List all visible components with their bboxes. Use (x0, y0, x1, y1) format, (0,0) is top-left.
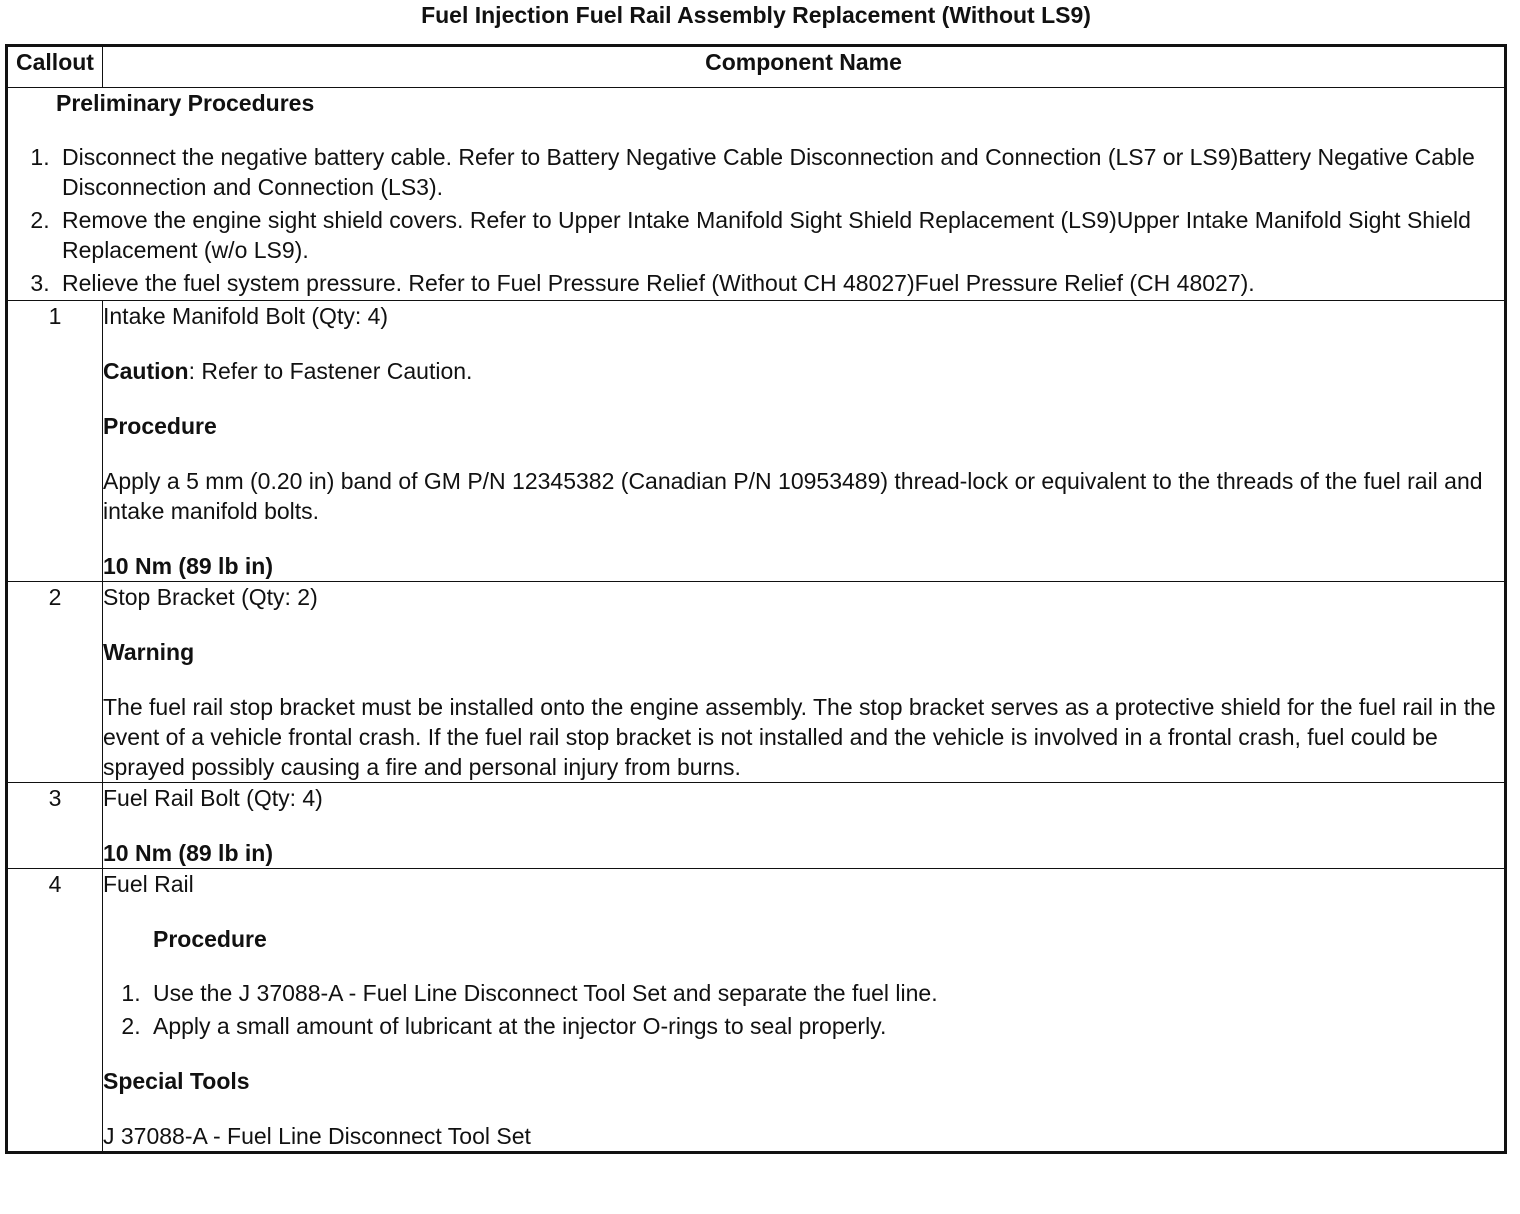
procedure-heading: Procedure (103, 413, 217, 439)
torque-spec: 10 Nm (89 lb in) (103, 840, 273, 866)
table-row (7, 582, 1506, 783)
caution-text: : Refer to Fastener Caution. (188, 358, 473, 384)
procedure-text: Apply a 5 mm (0.20 in) band of GM P/N 12345382 (Canadian P/N 10953489) thread-lock or equivalent to the threads of the fuel rail and intake manifold bolts. (103, 468, 1483, 524)
callout-number: 2 (7, 582, 103, 783)
special-tool: J 37088-A - Fuel Line Disconnect Tool Set (103, 1123, 531, 1149)
preliminary-step: 3. Relieve the fuel system pressure. Refer to Fuel Pressure Relief (Without CH 48027)Fuel Pressure Relief (CH 48027). (56, 268, 1504, 298)
component-name: Stop Bracket (Qty: 2) (103, 584, 318, 610)
caution-label: Caution (103, 358, 189, 384)
table-row (7, 869, 1506, 1153)
component-name-column-header: Component Name (103, 46, 1506, 88)
preliminary-step: 2. Remove the engine sight shield covers. Refer to Upper Intake Manifold Sight Shield Replacement (LS9)Upper Intake Manifold Sight Shield Replacement (w/o LS9). (56, 205, 1504, 265)
callout-number: 4 (7, 869, 103, 1153)
component-name: Fuel Rail Bolt (Qty: 4) (103, 785, 323, 811)
preliminary-heading: Preliminary Procedures (56, 90, 315, 116)
torque-spec: 10 Nm (89 lb in) (103, 553, 273, 579)
caution-note (103, 356, 1504, 386)
procedure-step: 1. Use the J 37088-A - Fuel Line Disconnect Tool Set and separate the fuel line. (147, 978, 1504, 1008)
preliminary-procedures (7, 88, 1506, 301)
component-table (5, 44, 1507, 1154)
component-cell (103, 783, 1506, 869)
table-row (7, 783, 1506, 869)
warning-text: The fuel rail stop bracket must be installed onto the engine assembly. The stop bracket serves as a protective shield for the fuel rail in the event of a vehicle frontal crash. If the fuel rail stop bracket is not installed and the vehicle is involved in a frontal crash, fuel could be sprayed possibly causing a fire and personal injury from burns. (103, 694, 1496, 780)
warning-heading: Warning (103, 639, 195, 665)
component-name: Intake Manifold Bolt (Qty: 4) (103, 303, 389, 329)
special-tools-heading: Special Tools (103, 1068, 250, 1094)
table-header-row (7, 46, 1506, 88)
procedure-heading: Procedure (153, 926, 267, 952)
callout-number: 1 (7, 301, 103, 582)
component-cell (103, 582, 1506, 783)
document-title: Fuel Injection Fuel Rail Assembly Replacement (Without LS9) (421, 2, 1091, 28)
callout-number: 3 (7, 783, 103, 869)
table-row (7, 301, 1506, 582)
component-cell (103, 301, 1506, 582)
preliminary-step: 1. Disconnect the negative battery cable. Refer to Battery Negative Cable Disconnection and Connection (LS7 or LS9)Battery Negative Cable Disconnection and Connection (LS3). (56, 142, 1504, 202)
procedure-step: 2. Apply a small amount of lubricant at the injector O-rings to seal properly. (147, 1011, 1504, 1041)
component-name: Fuel Rail (103, 871, 194, 897)
callout-column-header: Callout (7, 46, 103, 88)
preliminary-steps (8, 142, 1504, 298)
procedure-steps (103, 978, 1504, 1041)
preliminary-row (7, 88, 1506, 301)
component-cell (103, 869, 1506, 1153)
